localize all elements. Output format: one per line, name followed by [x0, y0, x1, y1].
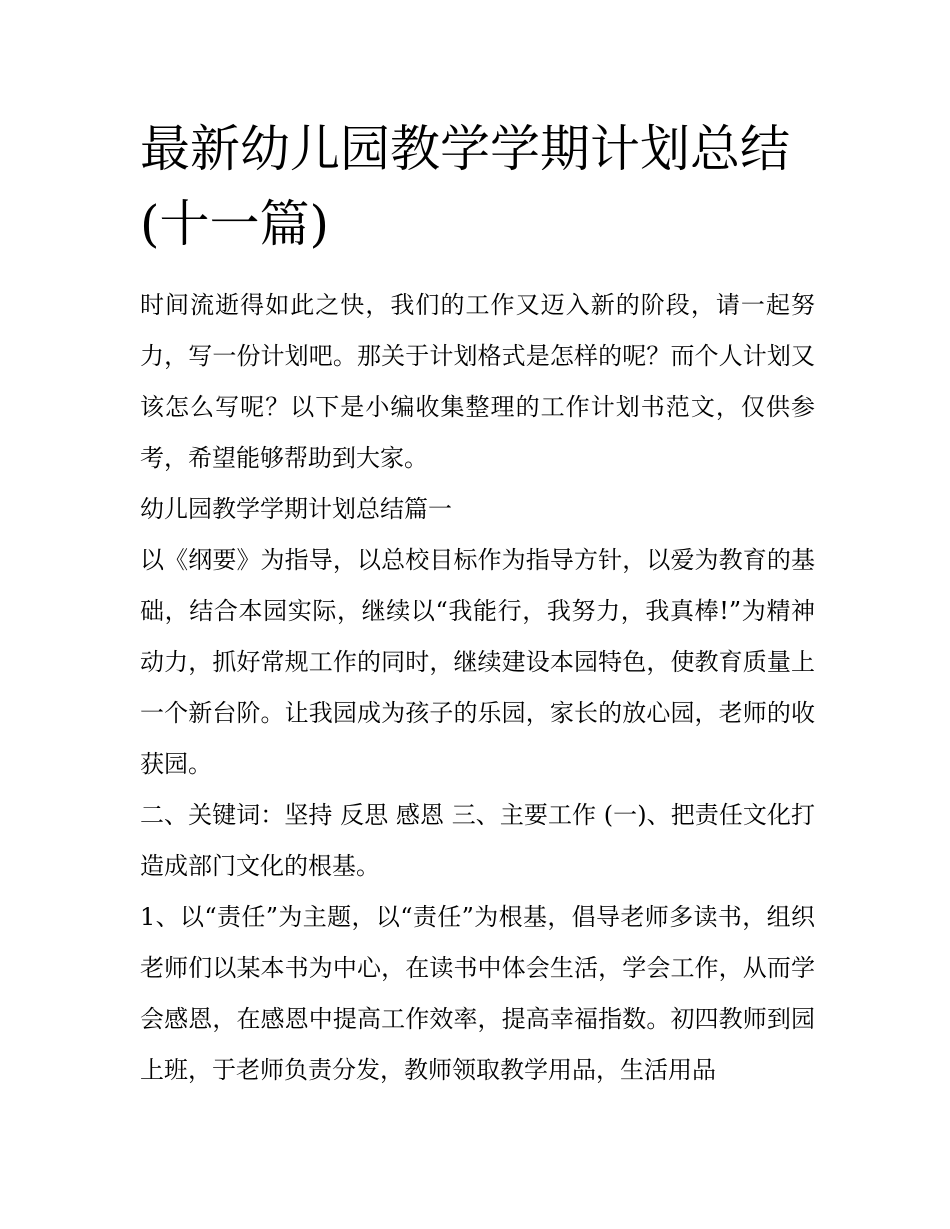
document-title: 最新幼儿园教学学期计划总结(十一篇) [140, 120, 790, 253]
intro-paragraph: 时间流逝得如此之快，我们的工作又迈入新的阶段，请一起努力，写一份计划吧。那关于计划格式是怎样的呢？而个人计划又该怎么写呢？以下是小编收集整理的工作计划书范文，仅供参考，希望能够帮助到大家。 [140, 291, 815, 472]
body-paragraph: 二、关键词：坚持 反思 感恩 三、主要工作 (一)、把责任文化打造成部门文化的根基。 [140, 801, 815, 880]
section-heading: 幼儿园教学学期计划总结篇一 [140, 495, 452, 523]
document-body [140, 280, 815, 1096]
body-paragraph: 以《纲要》为指导，以总校目标作为指导方针，以爱为教育的基础，结合本园实际，继续以“我能行，我努力，我真棒!”为精神动力，抓好常规工作的同时，继续建设本园特色，使教育质量上一个新台阶。让我园成为孩子的乐园，家长的放心园，老师的收获园。 [140, 546, 815, 778]
body-paragraph: 1、以“责任”为主题，以“责任”为根基，倡导老师多读书，组织老师们以某本书为中心，在读书中体会生活，学会工作，从而学会感恩，在感恩中提高工作效率，提高幸福指数。初四教师到园上班，于老师负责分发，教师领取教学用品，生活用品 [140, 903, 815, 1084]
